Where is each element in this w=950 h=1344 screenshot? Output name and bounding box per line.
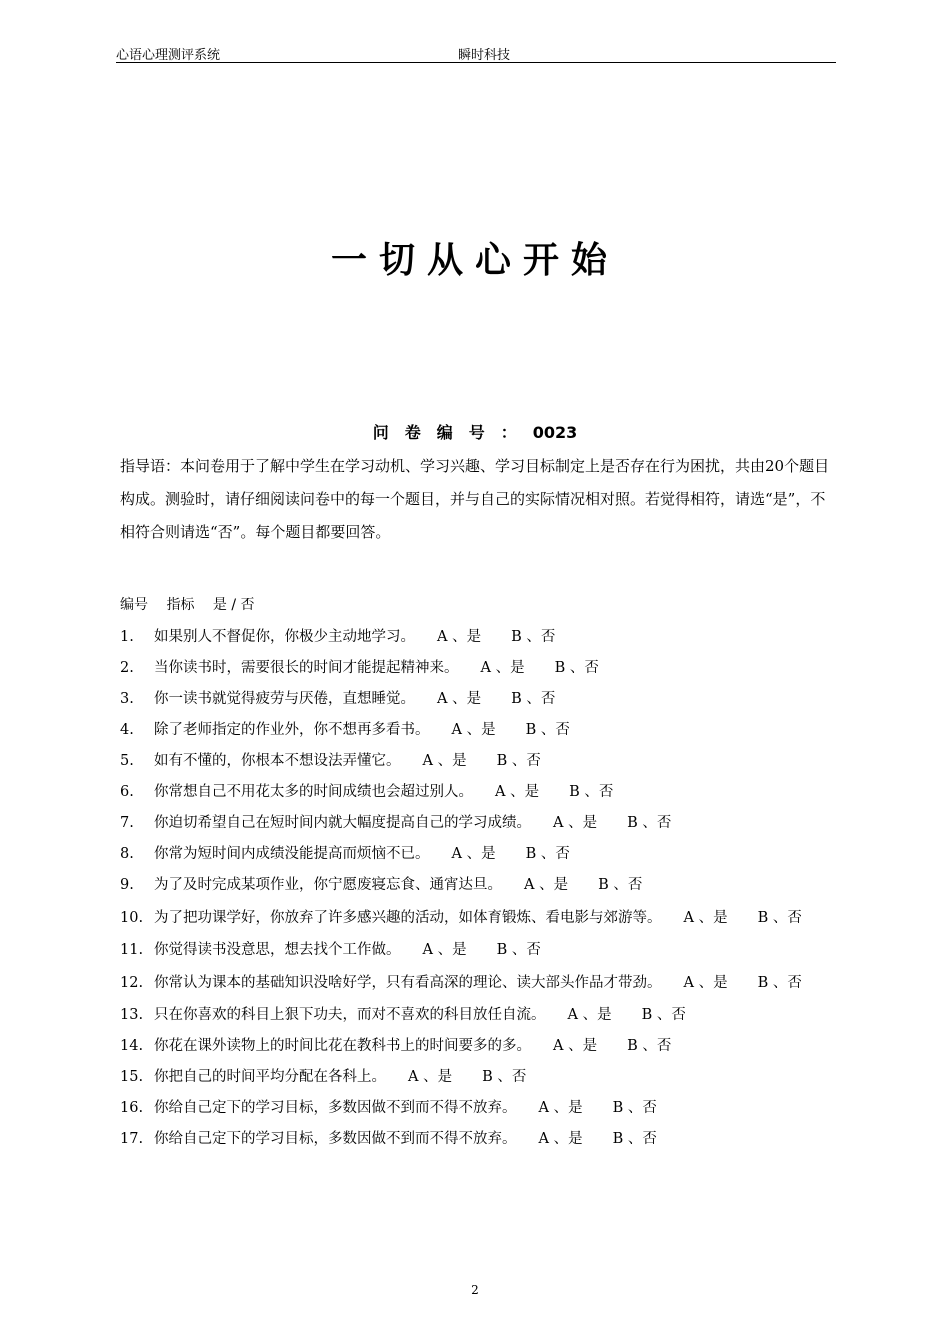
option-b-no[interactable]: B 、否 [757, 910, 802, 926]
question-number: 7. [120, 815, 134, 831]
option-a-yes[interactable]: A 、是 [451, 722, 496, 738]
option-a-yes[interactable]: A 、是 [538, 1131, 583, 1147]
question-text: 当你读书时，需要很长的时间才能提起精神来。 [154, 660, 459, 676]
question-number: 8. [120, 846, 134, 862]
option-b-no[interactable]: B 、否 [598, 877, 643, 893]
question-item [120, 1062, 838, 1093]
option-b-no[interactable]: B 、否 [757, 975, 802, 991]
option-b-no[interactable]: B 、否 [511, 691, 556, 707]
column-number-label: 编号 [120, 597, 148, 613]
option-a-yes[interactable]: A 、是 [683, 910, 728, 926]
question-number: 17. [120, 1131, 144, 1147]
question-list [120, 622, 838, 1155]
question-text: 你常为短时间内成绩没能提高而烦恼不已。 [154, 846, 430, 862]
header-app-name: 心语心理测评系统 [116, 48, 221, 63]
column-yes-no-label: 是 / 否 [212, 597, 255, 613]
option-b-no[interactable]: B 、否 [525, 722, 570, 738]
option-b-no[interactable]: B 、否 [612, 1100, 657, 1116]
option-a-yes[interactable]: A 、是 [524, 877, 569, 893]
question-item [120, 684, 838, 715]
question-text: 如有不懂的，你根本不想设法弄懂它。 [154, 753, 401, 769]
option-b-no[interactable]: B 、否 [525, 846, 570, 862]
question-item [120, 1000, 838, 1031]
header-company-name: 瞬时科技 [458, 48, 511, 63]
question-number: 2. [120, 660, 134, 676]
option-a-yes[interactable]: A 、是 [495, 784, 540, 800]
question-item [120, 1124, 838, 1155]
option-a-yes[interactable]: A 、是 [422, 942, 467, 958]
question-item [120, 1031, 838, 1062]
option-a-yes[interactable]: A 、是 [437, 629, 482, 645]
question-item [120, 839, 838, 870]
question-text: 你常想自己不用花太多的时间成绩也会超过别人。 [154, 784, 473, 800]
question-number: 4. [120, 722, 134, 738]
option-b-no[interactable]: B 、否 [569, 784, 614, 800]
question-item [120, 777, 838, 808]
question-text: 你花在课外读物上的时间比花在教科书上的时间要多的多。 [154, 1038, 531, 1054]
question-number: 11. [120, 942, 144, 958]
option-a-yes[interactable]: A 、是 [538, 1100, 583, 1116]
question-item [120, 653, 838, 684]
questionnaire-number-value: 0023 [532, 423, 578, 442]
instructions-paragraph: 指导语：本问卷用于了解中学生在学习动机、学习兴趣、学习目标制定上是否存在行为困扰，共由20个题目构成。测验时，请仔细阅读问卷中的每一个题目，并与自己的实际情况相对照。若觉得相符，请选“是”，不相符合则请选“否”。每个题目都要回答。 [120, 457, 830, 541]
question-number: 9. [120, 877, 134, 893]
question-text: 你给自己定下的学习目标，多数因做不到而不得不放弃。 [154, 1131, 517, 1147]
question-text: 如果别人不督促你，你极少主动地学习。 [154, 629, 415, 645]
question-number: 10. [120, 910, 144, 926]
page-title: 一切从心开始 [330, 240, 619, 281]
question-number: 14. [120, 1038, 144, 1054]
question-item [120, 901, 838, 935]
question-text: 你常认为课本的基础知识没啥好学，只有看高深的理论、读大部头作品才带劲。 [154, 975, 662, 991]
question-text: 除了老师指定的作业外，你不想再多看书。 [154, 722, 430, 738]
option-a-yes[interactable]: A 、是 [553, 1038, 598, 1054]
option-b-no[interactable]: B 、否 [554, 660, 599, 676]
question-item [120, 1093, 838, 1124]
question-text: 你觉得读书没意思，想去找个工作做。 [154, 942, 401, 958]
question-text: 为了及时完成某项作业，你宁愿废寝忘食、通宵达旦。 [154, 877, 502, 893]
option-a-yes[interactable]: A 、是 [451, 846, 496, 862]
option-a-yes[interactable]: A 、是 [553, 815, 598, 831]
page-number: 2 [471, 1283, 479, 1297]
questionnaire-number-label: 问卷编号： [372, 423, 533, 442]
option-b-no[interactable]: B 、否 [627, 815, 672, 831]
question-number: 16. [120, 1100, 144, 1116]
option-b-no[interactable]: B 、否 [511, 629, 556, 645]
option-b-no[interactable]: B 、否 [641, 1007, 686, 1023]
option-a-yes[interactable]: A 、是 [437, 691, 482, 707]
option-a-yes[interactable]: A 、是 [480, 660, 525, 676]
option-b-no[interactable]: B 、否 [627, 1038, 672, 1054]
option-a-yes[interactable]: A 、是 [422, 753, 467, 769]
question-item [120, 622, 838, 653]
option-a-yes[interactable]: A 、是 [567, 1007, 612, 1023]
column-indicator-label: 指标 [166, 597, 195, 613]
option-b-no[interactable]: B 、否 [482, 1069, 527, 1085]
option-b-no[interactable]: B 、否 [496, 753, 541, 769]
question-text: 你给自己定下的学习目标，多数因做不到而不得不放弃。 [154, 1100, 517, 1116]
question-item [120, 966, 838, 1000]
question-item [120, 715, 838, 746]
question-item [120, 808, 838, 839]
question-text: 你迫切希望自己在短时间内就大幅度提高自己的学习成绩。 [154, 815, 531, 831]
option-b-no[interactable]: B 、否 [496, 942, 541, 958]
question-number: 1. [120, 629, 134, 645]
option-a-yes[interactable]: A 、是 [408, 1069, 453, 1085]
question-item [120, 935, 838, 966]
question-number: 13. [120, 1007, 144, 1023]
question-number: 12. [120, 975, 144, 991]
question-number: 15. [120, 1069, 144, 1085]
question-item [120, 870, 838, 901]
questionnaire-number [0, 420, 950, 443]
question-text: 只在你喜欢的科目上狠下功夫，而对不喜欢的科目放任自流。 [154, 1007, 546, 1023]
page-header [116, 44, 836, 63]
question-number: 6. [120, 784, 134, 800]
question-number: 3. [120, 691, 134, 707]
option-b-no[interactable]: B 、否 [612, 1131, 657, 1147]
question-number: 5. [120, 753, 134, 769]
option-a-yes[interactable]: A 、是 [683, 975, 728, 991]
question-text: 为了把功课学好，你放弃了许多感兴趣的活动，如体育锻炼、看电影与郊游等。 [154, 910, 662, 926]
question-item [120, 746, 838, 777]
question-text: 你把自己的时间平均分配在各科上。 [154, 1069, 386, 1085]
question-list-header [120, 594, 269, 614]
question-text: 你一读书就觉得疲劳与厌倦，直想睡觉。 [154, 691, 415, 707]
